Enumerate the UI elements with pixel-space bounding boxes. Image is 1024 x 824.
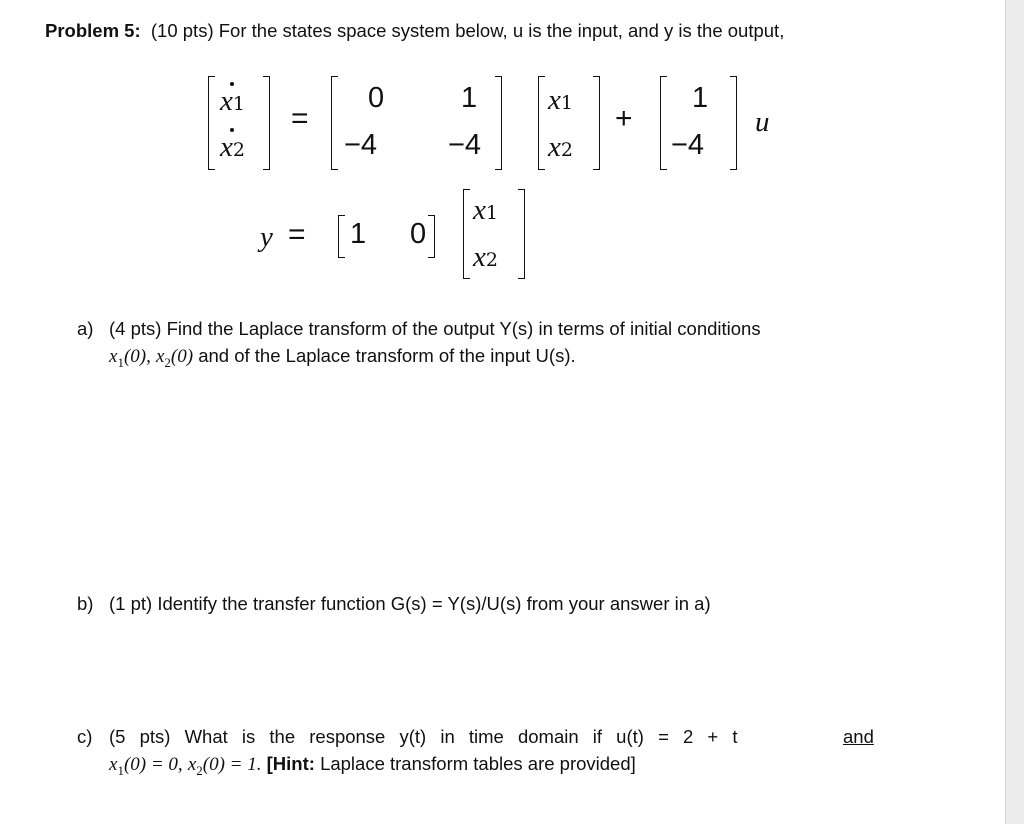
x-vector-x2: x2 [548,131,573,163]
x-bracket-left [538,76,545,170]
b-cell-1: 1 [692,82,709,114]
a-cell-22: −4 [448,129,482,161]
part-c-and: and [843,726,874,747]
part-a-line1 [77,318,761,340]
x-bracket-right [593,76,600,170]
lhs-bracket-left [208,76,215,170]
a-cell-11: 0 [368,82,385,114]
a-cell-12: 1 [461,82,478,114]
problem-heading [45,20,784,42]
x2-bracket-left [463,189,470,279]
equals-sign: = [288,218,306,251]
part-a-label: a) [77,318,94,339]
problem-label: Problem 5: [45,20,141,41]
part-c-label: c) [77,726,93,747]
hint-text: Laplace transform tables are provided] [320,753,636,774]
a-cell-21: −4 [344,129,378,161]
ic-x1: $x_1(0)$, [109,346,151,370]
input-u: u [755,106,770,138]
a-bracket-left [331,76,338,170]
output-y: y [260,221,273,253]
part-a-line2 [109,345,576,371]
c-cell-2: 0 [410,218,427,250]
part-c-text: (5 pts) What is the response y(t) in time domain if u(t) = 2 + t [109,726,738,747]
a-bracket-right [495,76,502,170]
lhs-x1dot: x1 [220,85,245,117]
page-margin-bar [1005,0,1024,824]
x-vector-x1: x1 [473,194,498,226]
hint-label: [Hint: [266,753,315,774]
part-a-text: (4 pts) Find the Laplace transform of the output Y(s) in terms of initial conditions [109,318,761,339]
b-bracket-right [730,76,737,170]
lhs-x2dot: x2 [220,131,245,163]
ic-x2: $x_2(0) = 1$. [187,754,262,778]
x2-bracket-right [518,189,525,279]
b-bracket-left [660,76,667,170]
x-vector-x1: x1 [548,84,573,116]
lhs-bracket-right [263,76,270,170]
part-b-label: b) [77,593,94,614]
c-bracket-right [428,215,435,258]
problem-points: (10 pts) [150,20,214,41]
c-bracket-left [338,215,345,258]
part-b [77,593,711,615]
problem-intro: For the states space system below, u is the input, and y is the output, [218,20,785,41]
ic-x2: $x_2(0)$ [155,346,194,370]
ic-x1: $x_1(0) = 0$, [109,754,183,778]
part-c-line2 [109,753,636,779]
equals-sign: = [291,102,309,135]
b-cell-2: −4 [671,129,705,161]
x-vector-x2: x2 [473,241,498,273]
c-cell-1: 1 [350,218,367,250]
part-b-text: (1 pt) Identify the transfer function G(s) = Y(s)/U(s) from your answer in a) [109,593,711,614]
plus-sign: + [615,102,633,135]
part-c-line1 [77,726,738,748]
part-a-rest: and of the Laplace transform of the input U(s). [198,345,576,366]
